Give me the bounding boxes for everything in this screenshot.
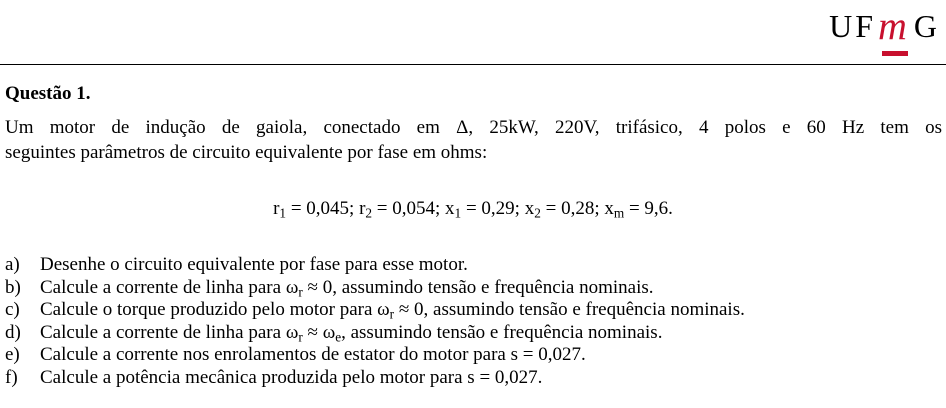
logo-m-mark [878, 3, 910, 48]
list-item [5, 367, 745, 390]
param-r2-symbol: r [359, 198, 366, 219]
item-subscript: r [298, 283, 303, 299]
param-x1-value: = 0,29; [461, 198, 525, 219]
item-text-pre: Calcule a corrente de linha para ω [40, 276, 299, 298]
param-x2-subscript: 2 [534, 205, 541, 221]
question-items [5, 254, 745, 389]
item-text-post: ≈ 0, assumindo tensão e frequência nominais. [394, 299, 745, 320]
intro-line-2: seguintes parâmetros de circuito equivalente por fase em ohms: [5, 142, 488, 163]
list-item [5, 322, 745, 345]
item-text: Calcule a potência mecânica produzida pelo motor para s = 0,027. [40, 366, 543, 388]
item-text-pre: Calcule a corrente de linha para ω [40, 321, 299, 343]
param-r1-symbol: r [273, 198, 280, 219]
item-text: Desenhe o circuito equivalente por fase para esse motor. [40, 254, 468, 275]
item-text-post: ≈ 0, assumindo tensão e frequência nominais. [302, 276, 654, 298]
param-r2-subscript: 2 [365, 205, 373, 221]
logo-letter-u: U [829, 8, 856, 44]
logo-letter-g: G [913, 8, 940, 44]
circuit-parameters [0, 197, 946, 221]
logo-letter-m: m [878, 3, 910, 48]
question-title: Questão 1. [5, 83, 91, 104]
param-r1-value: = 0,045; [286, 198, 360, 219]
item-label: b) [5, 276, 21, 298]
list-item [5, 277, 745, 300]
list-item [5, 344, 745, 367]
item-text-pre: Calcule o torque produzido pelo motor para ω [40, 299, 390, 320]
item-text-mid: ≈ ω [302, 321, 336, 343]
param-xm-value: = 9,6. [624, 198, 673, 219]
intro-line-1: Um motor de indução de gaiola, conectado em Δ, 25kW, 220V, trifásico, 4 polos e 60 Hz tem os [5, 117, 942, 138]
item-subscript: r [389, 306, 395, 322]
item-label: d) [5, 321, 21, 343]
param-x2-value: = 0,28; [540, 198, 605, 219]
ufmg-logo [829, 3, 940, 54]
list-item [5, 254, 745, 277]
item-label: f) [5, 366, 18, 388]
header-rule [0, 64, 946, 65]
param-r2-value: = 0,054; [372, 198, 446, 219]
item-label: e) [5, 344, 20, 365]
item-subscript-2: e [335, 328, 342, 344]
item-text: Calcule a corrente nos enrolamentos de estator do motor para s = 0,027. [40, 344, 586, 365]
item-label: c) [5, 299, 20, 320]
param-xm-subscript: m [613, 205, 625, 221]
param-x1-subscript: 1 [454, 205, 462, 221]
item-subscript: r [298, 328, 303, 344]
param-x2-symbol: x [524, 198, 535, 219]
param-xm-symbol: x [604, 198, 614, 219]
item-text-post: , assumindo tensão e frequência nominais. [341, 321, 663, 343]
logo-letter-f: F [855, 8, 876, 44]
param-r1-subscript: 1 [279, 205, 287, 221]
list-item [5, 299, 745, 322]
question-intro [5, 115, 942, 165]
item-label: a) [5, 254, 20, 275]
param-x1-symbol: x [445, 198, 455, 219]
logo-m-underline [882, 51, 908, 56]
